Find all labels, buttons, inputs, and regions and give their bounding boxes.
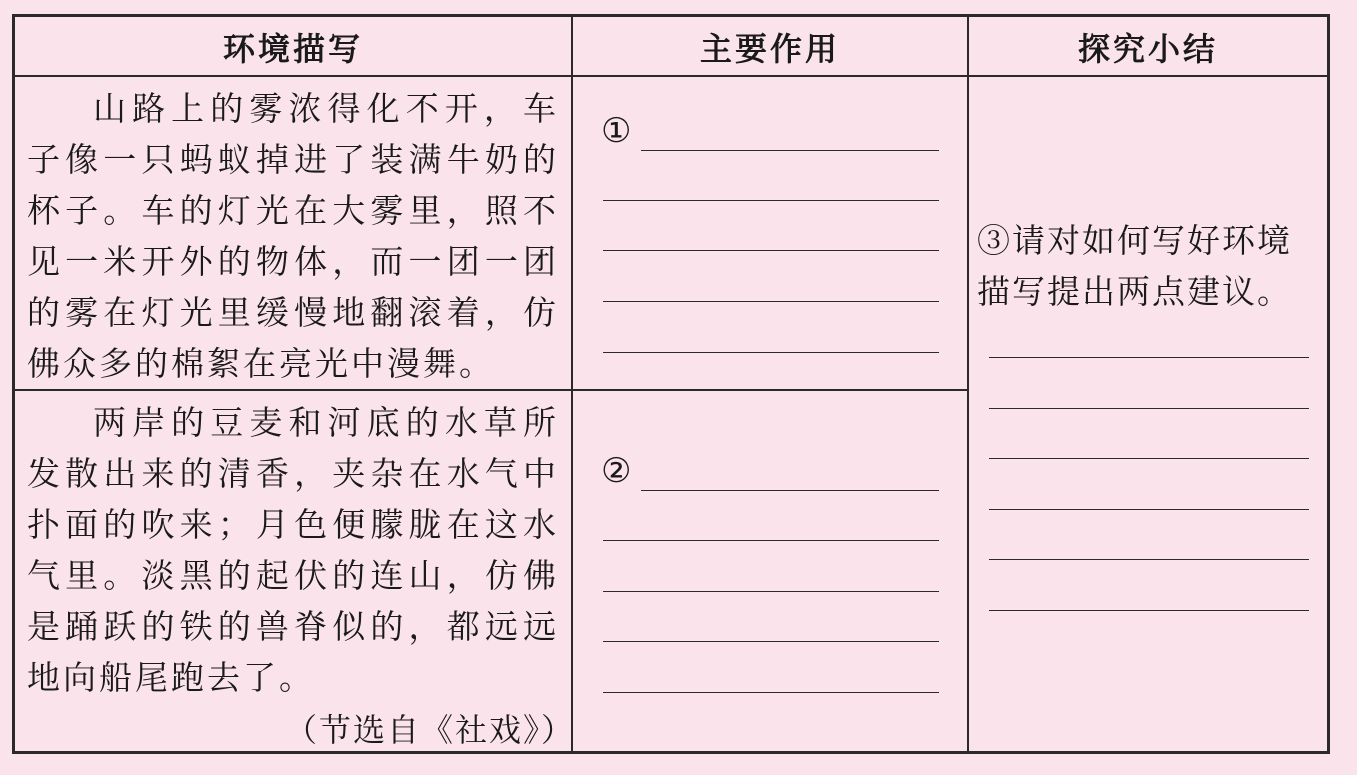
summary-line-4[interactable] <box>989 509 1309 510</box>
answer-number-2: ② <box>601 451 632 491</box>
summary-prompt-text: 请对如何写好环境描写提出两点建议。 <box>977 221 1292 311</box>
passage-fog-mountain-road: 山路上的雾浓得化不开，车子像一只蚂蚁掉进了装满牛奶的杯子。车的灯光在大雾里，照不见一米开外的物体，而一团一团的雾在灯光里缓慢地翻滚着，仿佛众多的棉絮在亮光中漫舞。 <box>27 89 559 383</box>
column-divider-2 <box>967 17 969 751</box>
answer-line-2-5[interactable] <box>603 692 939 693</box>
answer-line-2-3[interactable] <box>603 591 939 592</box>
column-divider-1 <box>571 17 573 751</box>
header-main-function: 主要作用 <box>699 30 840 68</box>
answer-line-1-4[interactable] <box>603 301 939 302</box>
answer-line-1-5[interactable] <box>603 352 939 353</box>
passage-source: （节选自《社戏》） <box>285 711 576 749</box>
header-environment-description: 环境描写 <box>222 30 363 68</box>
summary-line-5[interactable] <box>989 559 1309 560</box>
header-exploration-summary: 探究小结 <box>1077 30 1218 68</box>
answer-line-2-2[interactable] <box>603 540 939 541</box>
summary-number: ③ <box>977 221 1012 260</box>
summary-line-2[interactable] <box>989 408 1309 409</box>
summary-prompt <box>977 215 1321 317</box>
answer-line-2-4[interactable] <box>603 641 939 642</box>
summary-line-3[interactable] <box>989 458 1309 459</box>
row-divider <box>15 389 969 391</box>
exercise-table <box>12 14 1330 754</box>
answer-line-1-1[interactable] <box>641 150 939 151</box>
answer-line-1-2[interactable] <box>603 200 939 201</box>
summary-line-6[interactable] <box>989 610 1309 611</box>
passage-moonlit-river: 两岸的豆麦和河底的水草所发散出来的清香，夹杂在水气中扑面的吹来；月色便朦胧在这水气里。淡黑的起伏的连山，仿佛是踊跃的铁的兽脊似的，都远远地向船尾跑去了。 <box>27 403 559 697</box>
summary-line-1[interactable] <box>989 357 1309 358</box>
answer-number-1: ① <box>601 111 632 151</box>
answer-line-1-3[interactable] <box>603 250 939 251</box>
answer-line-2-1[interactable] <box>641 490 939 491</box>
